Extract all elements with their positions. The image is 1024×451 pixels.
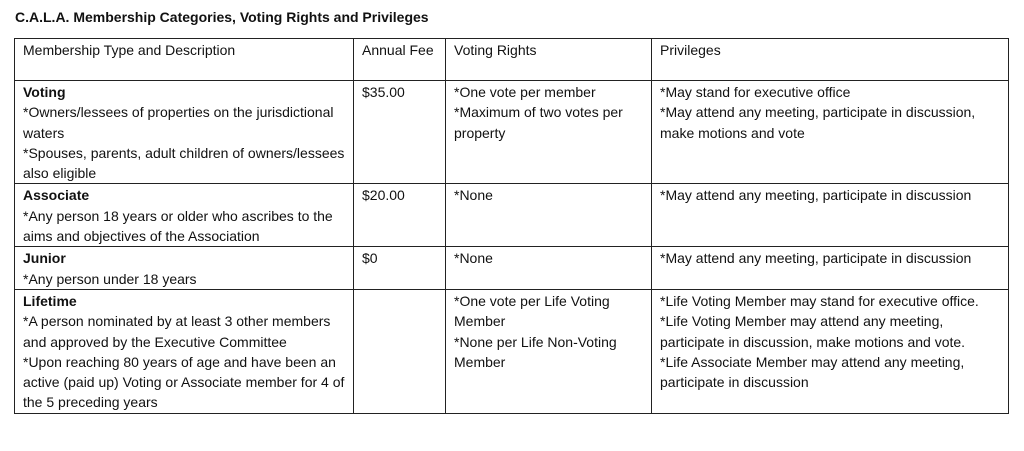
- voting-rights-line: *One vote per member: [454, 84, 596, 100]
- privilege-line: *Life Voting Member may stand for executive office.: [660, 292, 979, 309]
- cell-privileges: [652, 247, 1009, 290]
- document-title: C.A.L.A. Membership Categories, Voting Rights and Privileges: [15, 9, 429, 25]
- header-annual-fee: Annual Fee: [354, 39, 446, 81]
- voting-rights-line: *One vote per Life Voting Member: [454, 292, 610, 330]
- cell-annual-fee: [354, 184, 446, 247]
- fee-value: $20.00: [362, 187, 405, 204]
- table-row-voting: [15, 81, 1009, 184]
- description-line: *Any person under 18 years: [23, 270, 197, 287]
- cell-privileges: [652, 81, 1009, 184]
- fee-value: $35.00: [362, 84, 405, 100]
- membership-type-name: Associate: [23, 187, 90, 204]
- cell-privileges: [652, 289, 1009, 413]
- cell-membership-type: [15, 81, 354, 184]
- cell-voting-rights: [446, 81, 652, 184]
- cell-voting-rights: [446, 289, 652, 413]
- cell-annual-fee: [354, 247, 446, 290]
- header-membership-type: Membership Type and Description: [15, 39, 354, 81]
- voting-rights-line: *None per Life Non-Voting Member: [454, 333, 617, 370]
- description-line: *Any person 18 years or older who ascribes to the aims and objectives of the Association: [23, 207, 333, 245]
- privilege-line: *Life Associate Member may attend any meeting, participate in discussion: [660, 353, 965, 391]
- cell-annual-fee: [354, 81, 446, 184]
- cell-membership-type: [15, 289, 354, 413]
- table-row-junior: [15, 247, 1009, 290]
- cell-voting-rights: [446, 247, 652, 290]
- description-line: *Spouses, parents, adult children of owners/lessees also eligible: [23, 144, 345, 182]
- membership-type-name: Junior: [23, 250, 66, 267]
- fee-value: $0: [362, 250, 378, 267]
- voting-rights-line: *Maximum of two votes per property: [454, 104, 623, 141]
- cell-membership-type: [15, 247, 354, 290]
- table-row-lifetime: [15, 289, 1009, 413]
- membership-type-name: Lifetime: [23, 292, 77, 309]
- description-line: *Upon reaching 80 years of age and have been an active (paid up) Voting or Associate member for 4 of the 5 preceding years: [23, 353, 345, 411]
- cell-privileges: [652, 184, 1009, 247]
- membership-table: [14, 38, 1009, 414]
- header-voting-rights: Voting Rights: [446, 39, 652, 81]
- privilege-line: *May stand for executive office: [660, 84, 851, 100]
- cell-membership-type: [15, 184, 354, 247]
- table-header-row: [15, 39, 1009, 81]
- voting-rights-line: *None: [454, 187, 493, 204]
- description-line: *Owners/lessees of properties on the jurisdictional waters: [23, 104, 334, 141]
- privilege-line: *Life Voting Member may attend any meeting, participate in discussion, make motions and vote.: [660, 313, 966, 350]
- membership-type-name: Voting: [23, 84, 66, 100]
- description-line: *A person nominated by at least 3 other members and approved by the Executive Committee: [23, 313, 331, 350]
- cell-annual-fee: [354, 289, 446, 413]
- privilege-line: *May attend any meeting, participate in discussion, make motions and vote: [660, 104, 976, 141]
- table-row-associate: [15, 184, 1009, 247]
- cell-voting-rights: [446, 184, 652, 247]
- header-privileges: Privileges: [652, 39, 1009, 81]
- privilege-line: *May attend any meeting, participate in discussion: [660, 250, 972, 267]
- privilege-line: *May attend any meeting, participate in discussion: [660, 187, 972, 204]
- voting-rights-line: *None: [454, 250, 493, 267]
